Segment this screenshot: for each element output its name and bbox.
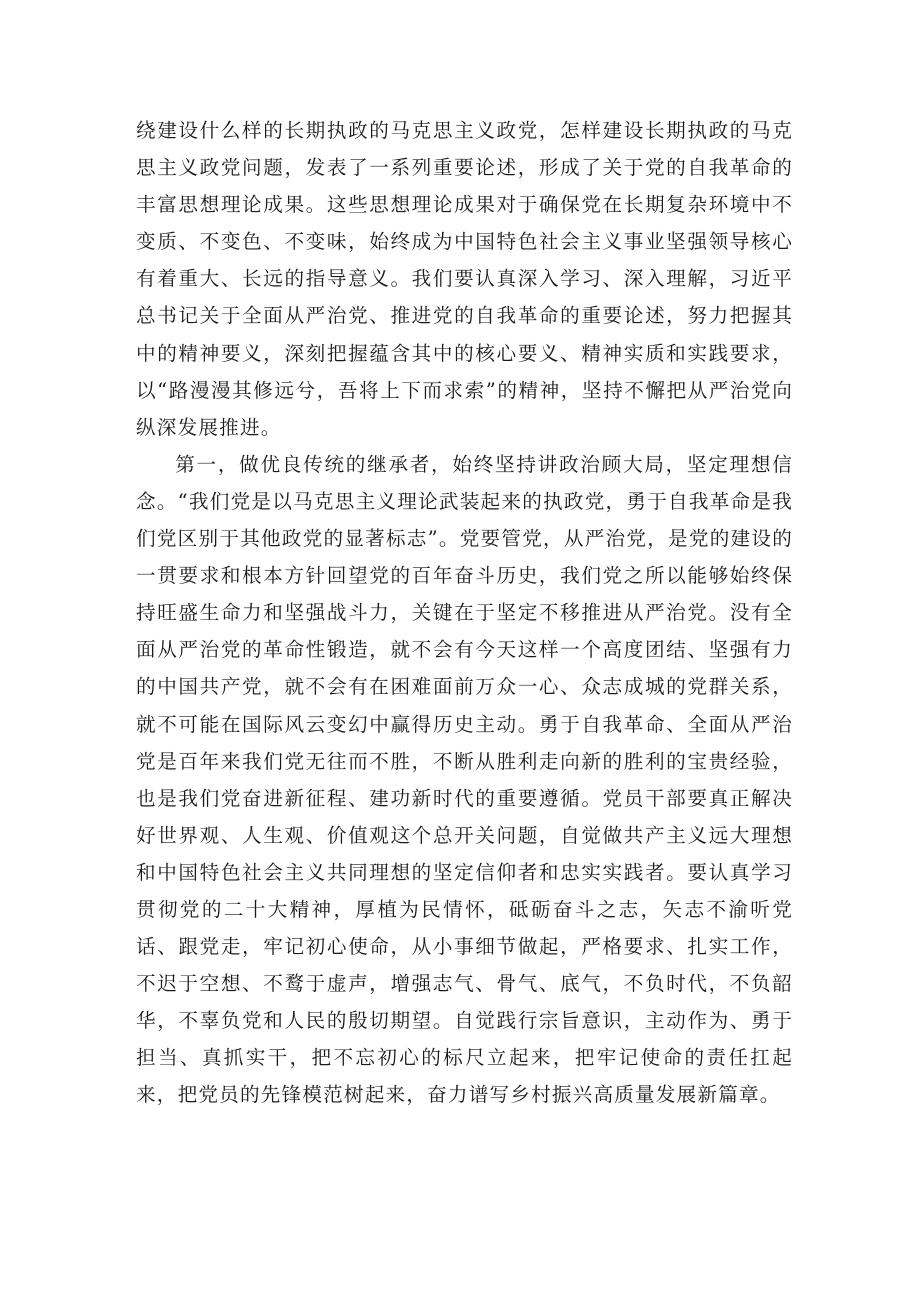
paragraph-continuation: 绕建设什么样的长期执政的马克思主义政党，怎样建设长期执政的马克思主义政党问题，发表了一系列重要论述，形成了关于党的自我革命的丰富思想理论成果。这些思想理论成果对于确保党在长期复杂环境中不变质、不变色、不变味，始终成为中国特色社会主义事业坚强领导核心有着重大、长远的指导意义。我们要认真深入学习、深入理解，习近平总书记关于全面从严治党、推进党的自我革命的重要论述，努力把握其中的精神要义，深刻把握蕴含其中的核心要义、精神实质和实践要求，以“路漫漫其修远兮，吾将上下而求索”的精神，坚持不懈把从严治党向纵深发展推进。 (136, 119, 793, 439)
paragraph-first-point: 第一，做优良传统的继承者，始终坚持讲政治顾大局，坚定理想信念。“我们党是以马克思主义理论武装起来的执政党，勇于自我革命是我们党区别于其他政党的显著标志”。党要管党，从严治党，是党的建设的一贯要求和根本方针回望党的百年奋斗历史，我们党之所以能够始终保持旺盛生命力和坚强战斗力，关键在于坚定不移推进从严治党。没有全面从严治党的革命性锻造，就不会有今天这样一个高度团结、坚强有力的中国共产党，就不会有在困难面前万众一心、众志成城的党群关系，就不可能在国际风云变幻中赢得历史主动。勇于自我革命、全面从严治党是百年来我们党无往而不胜，不断从胜利走向新的胜利的宝贵经验，也是我们党奋进新征程、建功新时代的重要遵循。党员干部要真正解决好世界观、人生观、价值观这个总开关问题，自觉做共产主义远大理想和中国特色社会主义共同理想的坚定信仰者和忠实实践者。要认真学习贯彻党的二十大精神，厚植为民情怀，砥砺奋斗之志，矢志不渝听党话、跟党走，牢记初心使命，从小事细节做起，严格要求、扎实工作，不迟于空想、不鹜于虚声，增强志气、骨气、底气，不负时代，不负韶华，不辜负党和人民的殷切期望。自觉践行宗旨意识，主动作为、勇于担当、真抓实干，把不忘初心的标尺立起来，把牢记使命的责任扛起来，把党员的先锋模范树起来，奋力谱写乡村振兴高质量发展新篇章。 (136, 452, 793, 1107)
document-body (136, 112, 793, 1114)
